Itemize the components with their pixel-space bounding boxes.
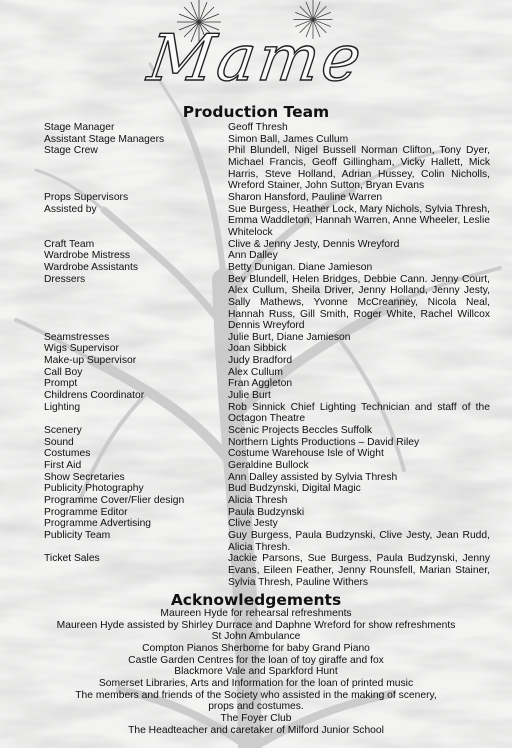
credit-row [44,192,490,204]
credit-names: Scenic Projects Beccles Suffolk [228,425,373,437]
credit-row [44,495,490,507]
credit-row [44,134,490,146]
credit-role: Publicity Photography [44,483,144,495]
acknowledgement-line: The Foyer Club [220,712,292,724]
credit-row [44,145,490,192]
acknowledgement-line: The members and friends of the Society who assisted in the making of scenery, [75,689,437,701]
credit-row [44,262,490,274]
credit-row [44,274,490,332]
credit-role: Stage Crew [44,145,98,157]
credit-role: Props Supervisors [44,191,129,203]
acknowledgement-line: Compton Pianos Sherborne for baby Grand Piano [142,642,370,654]
credit-names: Sue Burgess, Heather Lock, Mary Nichols, Sylvia Thresh, Emma Waddleton, Hannah Warren, Anne Wheeler, Leslie Whitelock [228,203,490,238]
production-team-heading: Production Team [182,103,330,121]
credit-row [44,553,490,588]
credit-row [44,472,490,484]
credit-role: Seamstresses [44,331,110,343]
credit-names: Jackie Parsons, Sue Burgess, Paula Budzynski, Jenny Evans, Eileen Feather, Jenny Rounsfell, Marian Stainer, Sylvia Thresh, Pauline Withers [228,553,490,588]
credit-row [44,402,490,425]
credit-names: Joan Sibbick [228,343,287,355]
acknowledgement-line: St John Ambulance [211,631,301,643]
credit-names: Northern Lights Productions – David Riley [228,436,420,448]
acknowledgement-line: Blackmore Vale and Sparkford Hunt [174,666,338,678]
credit-role: Prompt [44,378,78,390]
credit-role: Wardrobe Mistress [44,250,131,262]
credit-role: Publicity Team [44,529,111,541]
acknowledgement-line: Castle Garden Centres for the loan of toy giraffe and fox [128,654,384,666]
credit-names: Ann Dalley assisted by Sylvia Thresh [228,471,398,483]
credit-names: Guy Burgess, Paula Budzynski, Clive Jesty, Jean Rudd, Alicia Thresh. [228,529,490,553]
credit-names: Simon Ball, James Cullum [228,133,349,145]
credit-names: Ann Dalley [228,250,278,262]
credit-role: Wigs Supervisor [44,343,119,355]
credit-names: Alex Cullum [228,366,283,378]
credit-row [44,355,490,367]
credit-role: Wardrobe Assistants [44,261,139,273]
credit-names: Costume Warehouse Isle of Wight [228,448,384,460]
acknowledgement-line: Somerset Libraries, Arts and Information for the loan of printed music [98,677,414,689]
credit-names: Geraldine Bullock [228,460,309,472]
credit-row [44,204,490,239]
credit-names: Rob Sinnick Chief Lighting Technician and staff of the Octagon Theatre [228,401,490,425]
credit-row [44,122,490,134]
credit-role: First Aid [44,460,82,472]
credit-row [44,332,490,344]
acknowledgement-line: Maureen Hyde assisted by Shirley Durrace and Daphne Wreford for show refreshments [56,619,456,631]
credit-role: Make-up Supervisor [44,355,137,367]
credit-role: Childrens Coordinator [44,390,145,402]
credit-row [44,460,490,472]
credit-names: Phil Blundell, Nigel Bussell Norman Clifton, Tony Dyer, Michael Francis, Geoff Gillingham, Vicky Hallett, Mick Harris, Steve Holland, Adrian Hussey, Colin Nicholls, Wreford Stainer, John Sutton, Bryan Evans [228,145,490,192]
credit-names: Clive Jesty [228,518,278,530]
credit-row [44,367,490,379]
credit-row [44,507,490,519]
credit-role: Sound [44,436,74,448]
credit-names: Sharon Hansford, Pauline Warren [228,191,383,203]
credit-row [44,250,490,262]
credit-role: Programme Advertising [44,518,152,530]
credit-row [44,378,490,390]
credit-role: Craft Team [44,238,95,250]
acknowledgements-heading: Acknowledgements [170,591,342,609]
production-team-list [44,122,490,588]
show-title: Mame [143,22,369,96]
acknowledgements-list [40,608,472,736]
credit-role: Ticket Sales [44,553,100,565]
acknowledgement-line: Maureen Hyde for rehearsal refreshments [160,608,352,619]
credit-role: Lighting [44,401,81,413]
credit-row [44,343,490,355]
credit-names: Julie Burt, Diane Jamieson [228,331,351,343]
credit-names: Clive & Jenny Jesty, Dennis Wreyford [228,238,400,250]
credit-role: Stage Manager [44,122,115,133]
credit-role: Scenery [44,425,82,437]
acknowledgement-line: The Headteacher and caretaker of Milford Junior School [128,724,384,736]
credit-row [44,425,490,437]
credit-role: Costumes [44,448,91,460]
acknowledgement-line: props and costumes. [208,701,304,713]
credit-row [44,483,490,495]
credit-names: Alicia Thresh [228,495,288,506]
credit-role: Programme Cover/Flier design [44,495,185,506]
credit-role: Call Boy [44,366,83,378]
credit-row [44,518,490,530]
credit-role: Show Secretaries [44,471,125,483]
credit-row [44,437,490,449]
credit-role: Dressers [44,273,86,285]
credit-names: Betty Dunigan. Diane Jamieson [228,261,373,273]
credit-names: Bud Budzynski, Digital Magic [228,483,361,495]
credit-names: Geoff Thresh [228,122,288,133]
credit-row [44,530,490,553]
credit-names: Fran Aggleton [228,378,293,390]
credit-row [44,390,490,402]
credit-names: Julie Burt [228,390,271,402]
credit-role: Assisted by [44,203,97,215]
credit-role: Programme Editor [44,506,128,518]
credit-names: Paula Budzynski [228,506,305,518]
credit-role: Assistant Stage Managers [44,133,165,145]
credit-row [44,239,490,251]
credit-row [44,448,490,460]
credit-names: Judy Bradford [228,355,293,367]
credit-names: Bev Blundell, Helen Bridges, Debbie Cann. Jenny Court, Alex Cullum, Sheila Driver, Jenny Holland, Jenny Jesty, Sally Mathews, Yvonne McCreanney, Nicola Neal, Hannah Russ, Gill Smith, Roger White, Rachel Willcox Dennis Wreyford [228,273,490,332]
